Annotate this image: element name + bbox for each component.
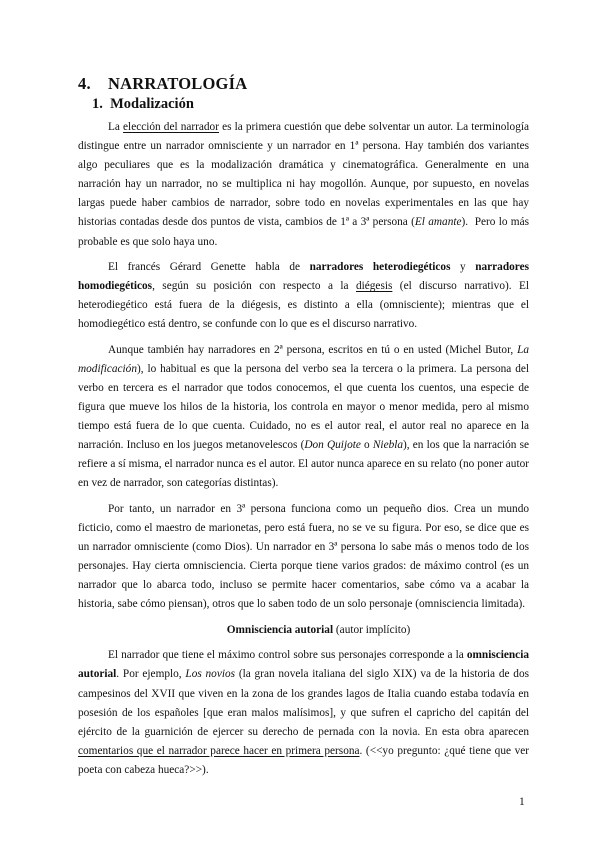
- page-number: 1: [519, 796, 525, 808]
- text-run: La: [108, 121, 124, 133]
- chapter-heading: [78, 74, 247, 94]
- text-run: El francés Gérard Genette habla de: [108, 261, 310, 274]
- book-title: El amante: [414, 216, 462, 229]
- text-run: (el discurso narrativo). El heterodiegético está fuera de la diégesis, es distinto a ella (omnisciente); mientras que el homodiegético está dentro, se confunde con lo que es el discurso narrativo.: [78, 280, 530, 331]
- underlined-term: comentarios que el narrador parece hacer en primera persona: [78, 744, 360, 757]
- book-title: Los novios: [185, 668, 236, 681]
- chapter-title: NARRATOLOGÍA: [108, 74, 248, 93]
- chapter-number: 4.: [78, 74, 91, 93]
- paragraph-authorial: [78, 646, 529, 780]
- text-run: . Por ejemplo,: [116, 668, 186, 681]
- text-run: ). Pero lo más probable es que solo haya uno.: [78, 216, 529, 248]
- bold-term: narradores homodiegéticos: [78, 261, 529, 293]
- text-run: ), en los que la narración se refiere a sí misma, el narrador nunca es el autor. El autor nunca aparece en su relato (no poner autor en vez de narrador, son categorías distintas).: [78, 439, 529, 490]
- paragraph-omniscient: [78, 500, 529, 615]
- text-run: , según su posición con respecto a la: [152, 280, 356, 293]
- text-run: Aunque también hay narradores en 2ª persona, escritos en tú o en usted (Michel Butor,: [108, 343, 518, 356]
- bold-term: omnisciencia autorial: [78, 649, 529, 681]
- text-run: y: [450, 261, 476, 274]
- text-run: . (<<yo pregunto: ¿qué tiene que ver poeta con cabeza hueca?>>).: [78, 744, 529, 776]
- paragraph-genette: [78, 258, 529, 334]
- book-title: La modificación: [78, 343, 529, 375]
- book-title: Niebla: [372, 439, 404, 452]
- section-heading: 1. Modalización: [92, 96, 194, 112]
- document-body: [78, 118, 529, 780]
- text-run: (la gran novela italiana del siglo XIX) va de la historia de dos campesinos del XVII que viven en la zona de los grandes lagos de Italia cuando estaba todavía en posesión de los españoles [que eran malos malísimos], y que sufren el capricho del capitán del ejército de la guarnición de ejercer su derecho de pernada con la novia. En esta obra aparecen: [78, 668, 529, 738]
- text-run: Por tanto, un narrador en 3ª persona funciona como un pequeño dios. Crea un mundo ficticio, como el maestro de marionetas, pero está fuera, no se ve su figura. Por eso, se dice que es un narrador omnisciente (como Dios). Un narrador en 3ª persona lo sabe más o menos todo de los personajes. Hay cierta omnisciencia. Cierta porque tiene varios grados: de máximo control (es un narrador que lo abarca todo, incluso se permite hacer comentarios, sabe cómo va a acabar la historia, sabe cómo piensan), otros que lo saben todo de un solo personaje (omnisciencia limitada).: [78, 502, 529, 611]
- book-title: Don Quijote: [304, 439, 361, 452]
- text-run: es la primera cuestión que debe solventar un autor. La terminología distingue entre un narrador omnisciente y un narrador en 1ª persona. Hay también dos variantes algo peculiares que es la modalización dramática y cinematográfica. Generalmente en una narración hay un narrador, no se multiplica ni hay mogollón. Aunque, por supuesto, en novelas largas puede haber cambios de narrador, sobre todo en novelas experimentales en las que hay historias contadas desde dos puntos de vista, cambios de 1ª a 3ª persona (: [78, 121, 529, 229]
- subsection-heading: [78, 621, 529, 640]
- subsection-title: Omnisciencia autorial: [226, 623, 334, 636]
- text-run: El narrador que tiene el máximo control sobre sus personajes corresponde a la: [108, 649, 467, 662]
- text-run: ), lo habitual es que la persona del verbo sea la tercera o la primera. La persona del verbo en tercera es el narrador que todos conocemos, el que cuenta los cuentos, una especie de figura que mueve los hilos de la historia, los controla en mayor o menor medida, pero al mismo tiempo está fuera de lo que cuenta. Cuidado, no es el autor real, el autor real no aparece en la narración. Incluso en los juegos metanovelescos (: [78, 362, 529, 452]
- underlined-term: elección del narrador: [123, 121, 219, 133]
- text-run: o: [360, 439, 373, 452]
- paragraph-second-person: [78, 341, 529, 494]
- bold-term: narradores heterodiegéticos: [309, 261, 451, 274]
- subsection-note: (autor implícito): [333, 623, 411, 636]
- paragraph-narrator-choice: [78, 118, 529, 252]
- underlined-term: diégesis: [355, 280, 393, 293]
